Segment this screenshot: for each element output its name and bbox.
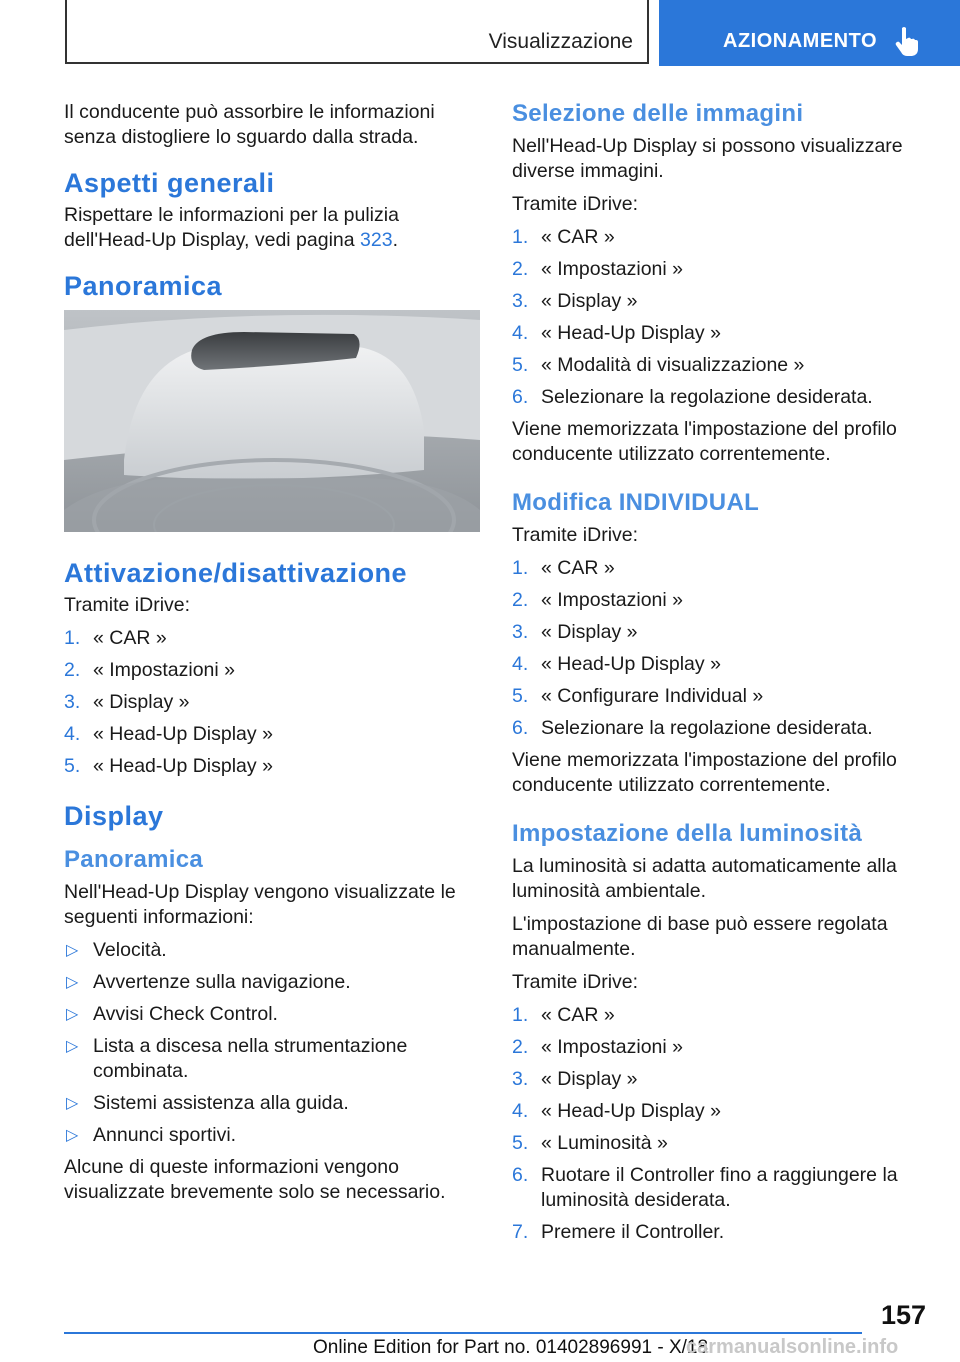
section-title: Visualizzazione xyxy=(488,30,633,53)
step-number: 1. xyxy=(512,557,529,579)
watermark: carmanualsonline.info xyxy=(686,1336,899,1358)
list-item xyxy=(512,289,924,314)
step-number: 2. xyxy=(64,659,81,681)
list-item xyxy=(64,938,484,963)
step-number: 4. xyxy=(512,1100,529,1122)
step-number: 5. xyxy=(64,755,81,777)
footer-divider xyxy=(64,1332,862,1334)
aspetti-text xyxy=(64,203,484,253)
page-link-323[interactable]: 323 xyxy=(360,229,393,251)
triangle-bullet-icon: ▷ xyxy=(66,1006,79,1023)
step-number: 6. xyxy=(512,1164,529,1186)
step-text: « Impostazioni » xyxy=(93,659,235,681)
list-item xyxy=(512,1035,924,1060)
attiv-intro: Tramite iDrive: xyxy=(64,594,191,616)
list-item xyxy=(64,1091,484,1116)
list-item xyxy=(512,716,924,741)
step-number: 4. xyxy=(512,322,529,344)
step-text: « Modalità di visualizzazione » xyxy=(541,354,805,376)
bullet-text: Avvertenze sulla navigazione. xyxy=(93,971,351,993)
triangle-bullet-icon: ▷ xyxy=(66,1038,79,1055)
list-item xyxy=(512,353,924,378)
display-outro: Alcune di queste informazioni vengono visualizzate brevemente solo se necessario. xyxy=(64,1156,446,1203)
list-item xyxy=(64,970,484,995)
step-text: « Configurare Individual » xyxy=(541,685,764,707)
bullet-text: Annunci sportivi. xyxy=(93,1124,237,1146)
display-text: Nell'Head-Up Display vengono visualizzate le seguenti informazioni: xyxy=(64,881,456,928)
step-number: 3. xyxy=(512,1068,529,1090)
step-number: 2. xyxy=(512,1036,529,1058)
list-item xyxy=(512,588,924,613)
list-item xyxy=(512,652,924,677)
header-section-box xyxy=(65,0,649,64)
step-text: Selezionare la regolazione desiderata. xyxy=(541,717,873,739)
heading-attivazione: Attivazione/disattivazione xyxy=(64,558,408,588)
step-number: 6. xyxy=(512,717,529,739)
list-item xyxy=(512,620,924,645)
head-up-display-photo xyxy=(64,310,480,532)
pointing-hand-icon xyxy=(893,26,919,56)
step-number: 7. xyxy=(512,1221,529,1243)
step-number: 3. xyxy=(512,290,529,312)
step-text: « CAR » xyxy=(93,627,167,649)
heading-modifica-individual: Modifica INDIVIDUAL xyxy=(512,489,760,516)
heading-luminosita: Impostazione della luminosità xyxy=(512,820,863,847)
triangle-bullet-icon: ▷ xyxy=(66,942,79,959)
chapter-tab xyxy=(659,0,960,66)
step-text: « CAR » xyxy=(541,1004,615,1026)
aspetti-text-body: Rispettare le informazioni per la pulizia dell'Head-Up Display, vedi pagina xyxy=(64,204,399,251)
step-number: 6. xyxy=(512,386,529,408)
step-text: « Display » xyxy=(541,1068,638,1090)
step-text: « Head-Up Display » xyxy=(541,322,721,344)
heading-aspetti-generali: Aspetti generali xyxy=(64,168,275,198)
list-item xyxy=(512,385,924,410)
step-number: 2. xyxy=(512,258,529,280)
step-number: 4. xyxy=(512,653,529,675)
list-item xyxy=(512,321,924,346)
step-number: 3. xyxy=(512,621,529,643)
list-item xyxy=(64,1123,484,1148)
lum-steps xyxy=(512,1003,924,1245)
step-number: 3. xyxy=(64,691,81,713)
step-text: « Head-Up Display » xyxy=(541,653,721,675)
list-item xyxy=(512,1003,924,1028)
list-item xyxy=(512,1131,924,1156)
list-item xyxy=(64,690,484,715)
lum-text1: La luminosità si adatta automaticamente alla luminosità ambientale. xyxy=(512,855,897,902)
step-text: « Impostazioni » xyxy=(541,1036,683,1058)
list-item xyxy=(512,684,924,709)
step-text: « Head-Up Display » xyxy=(541,1100,721,1122)
triangle-bullet-icon: ▷ xyxy=(66,974,79,991)
list-item xyxy=(64,1002,484,1027)
triangle-bullet-icon: ▷ xyxy=(66,1127,79,1144)
list-item xyxy=(512,1220,924,1245)
list-item xyxy=(64,626,484,651)
sel-steps xyxy=(512,225,924,410)
step-text: « Luminosità » xyxy=(541,1132,668,1154)
step-text: « Display » xyxy=(541,621,638,643)
heading-panoramica: Panoramica xyxy=(64,271,223,301)
step-number: 1. xyxy=(512,226,529,248)
list-item xyxy=(512,257,924,282)
ind-intro: Tramite iDrive: xyxy=(512,524,639,546)
step-text: Ruotare il Controller fino a raggiungere la luminosità desiderata. xyxy=(541,1164,898,1211)
step-number: 5. xyxy=(512,1132,529,1154)
list-item xyxy=(64,722,484,747)
right-column xyxy=(512,100,924,1252)
step-number: 1. xyxy=(512,1004,529,1026)
bullet-text: Avvisi Check Control. xyxy=(93,1003,278,1025)
intro-text: Il conducente può assorbire le informazioni senza distogliere lo sguardo dalla strada. xyxy=(64,101,435,148)
list-item xyxy=(64,754,484,779)
step-text: « Display » xyxy=(93,691,190,713)
chapter-title: AZIONAMENTO xyxy=(723,30,878,52)
list-item xyxy=(64,1034,484,1084)
display-bullets xyxy=(64,938,484,1148)
lum-text2: L'impostazione di base può essere regolata manualmente. xyxy=(512,913,888,960)
page-number: 157 xyxy=(880,1300,926,1330)
heading-selezione-immagini: Selezione delle immagini xyxy=(512,100,804,127)
aspetti-text-end: . xyxy=(392,229,398,251)
ind-outro: Viene memorizzata l'impostazione del profilo conducente utilizzato correntemente. xyxy=(512,749,897,796)
step-text: « Head-Up Display » xyxy=(93,755,273,777)
list-item xyxy=(64,658,484,683)
bullet-text: Sistemi assistenza alla guida. xyxy=(93,1092,349,1114)
lum-intro: Tramite iDrive: xyxy=(512,971,639,993)
step-text: « CAR » xyxy=(541,226,615,248)
step-text: « Head-Up Display » xyxy=(93,723,273,745)
left-column xyxy=(64,100,484,1213)
step-number: 5. xyxy=(512,354,529,376)
subheading-panoramica: Panoramica xyxy=(64,846,204,873)
step-number: 4. xyxy=(64,723,81,745)
heading-display: Display xyxy=(64,801,164,831)
attiv-steps xyxy=(64,626,484,779)
sel-intro: Tramite iDrive: xyxy=(512,193,639,215)
list-item xyxy=(512,556,924,581)
step-number: 2. xyxy=(512,589,529,611)
step-number: 5. xyxy=(512,685,529,707)
sel-outro: Viene memorizzata l'impostazione del profilo conducente utilizzato correntemente. xyxy=(512,418,897,465)
bullet-text: Lista a discesa nella strumentazione combinata. xyxy=(93,1035,408,1082)
list-item xyxy=(512,1163,924,1213)
list-item xyxy=(512,1067,924,1092)
sel-text: Nell'Head-Up Display si possono visualizzare diverse immagini. xyxy=(512,135,903,182)
list-item xyxy=(512,225,924,250)
step-number: 1. xyxy=(64,627,81,649)
step-text: « CAR » xyxy=(541,557,615,579)
ind-steps xyxy=(512,556,924,741)
step-text: « Impostazioni » xyxy=(541,258,683,280)
step-text: « Impostazioni » xyxy=(541,589,683,611)
list-item xyxy=(512,1099,924,1124)
step-text: Premere il Controller. xyxy=(541,1221,725,1243)
footer-edition: Online Edition for Part no. 01402896991 - X/18 xyxy=(313,1337,709,1358)
step-text: Selezionare la regolazione desiderata. xyxy=(541,386,873,408)
triangle-bullet-icon: ▷ xyxy=(66,1095,79,1112)
bullet-text: Velocità. xyxy=(93,939,167,961)
step-text: « Display » xyxy=(541,290,638,312)
